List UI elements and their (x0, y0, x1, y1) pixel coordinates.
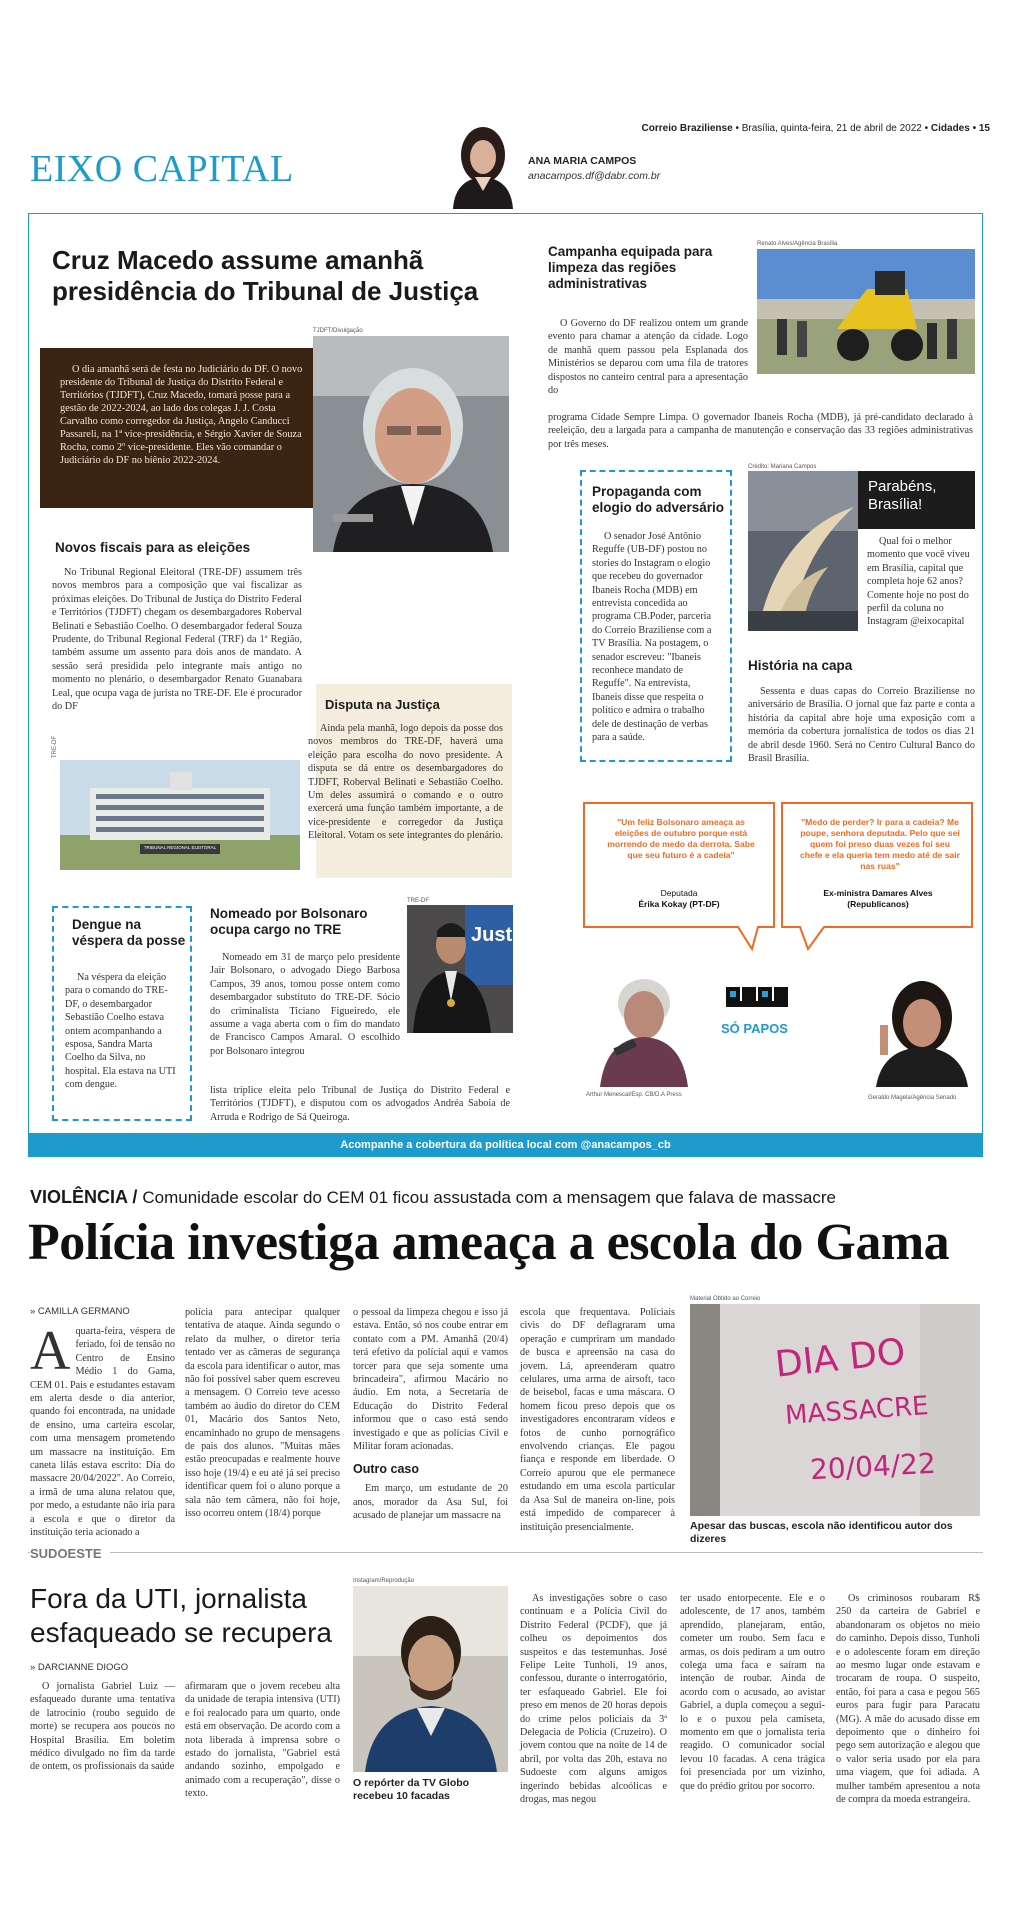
historia-text (748, 685, 975, 765)
columnist-photo (445, 117, 521, 209)
nomeado-title: Nomeado por Bolsonaro ocupa cargo no TRE (210, 906, 368, 937)
sudoeste-kicker: SUDOESTE (30, 1546, 110, 1561)
lead-photo-credit: TJDFT/Divulgação (313, 328, 363, 334)
columnist-email: anacampos.df@dabr.com.br (528, 170, 661, 182)
tractors-photo (757, 249, 975, 374)
sudoeste-col3 (520, 1592, 667, 1807)
sudoeste-col5 (836, 1592, 980, 1807)
violencia-kicker-line (30, 1187, 836, 1208)
disputa-text (308, 722, 503, 843)
quote-damares-party: (Republicanos) (847, 899, 909, 909)
fiscais-text (52, 566, 302, 713)
column-title: EIXO CAPITAL (30, 148, 294, 190)
sudoeste-col3-text: As investigações sobre o caso continuam e a Polícia Civil do Distrito Federal (PCDF), que já colheu os depoimentos dos suspeitos e das testemunhas. José Felipe Leite Tunholi, 19 anos, confessou, durante o interrogatório, ter esfaqueado Gabriel. Ele foi preso em menos de 20 horas depois do crime pelos policiais da 3ª Delegacia de Polícia (Cruzeiro). O jovem contou que na noite de 14 de abril, por volta das 20h, estava no Sudoeste com alguns amigos ingerindo bebidas alcoólicas e drogas, mas negou (520, 1593, 667, 1806)
historia-body: Sessenta e duas capas do Correio Braziliense no aniversário de Brasília. O jornal que faz parte e conta a história da capital abre hoje uma exposição com a memória da cobertura jornalística de todos os dias 21 de abril desde 1960. Será no Centro Cultural Banco do Brasil Brasília. (748, 686, 975, 765)
violencia-col4-text: escola que frequentava. Policiais civis do DF deflagraram uma operação e cumpriram um mandado de busca e apreensão na casa do jovem. Lá, apreenderam quatro celulares, uma arma de airsoft, taco de beisebol, facas e uma máscara. O homem ficou preso depois que os investigadores encontraram vídeos e fotos de cunho pornográfico envolvendo crianças. Ele pagou fiança e responde em liberdade. O Correio apurou que ele permanece estudando em uma escola particular da Asa Sul de maneira on-line, pois está impedido de comparecer à instituição presencialmente. (520, 1307, 675, 1533)
parabens-body: Qual foi o melhor momento que você viveu em Brasília, capital que completa hoje 62 anos? Comente hoje no post do perfil da coluna no Instagram @eixocapital (867, 536, 970, 628)
parabens-title: Parabéns, Brasília! (868, 478, 937, 513)
dengue-text (65, 971, 177, 1092)
violencia-photo-credit: Material Obtido ao Correio (690, 1296, 761, 1302)
violencia-col1 (30, 1320, 175, 1540)
quote-kokay: "Um feliz Bolsonaro ameaça as eleições de outubro porque está morrendo de medo da derrota. Sabe que seu futuro é a cadeia" (607, 817, 755, 860)
sudoeste-photo-credit: Instagram/Reprodução (353, 1578, 415, 1584)
header-page: • 15 (972, 123, 990, 134)
violencia-col2-text: polícia para antecipar qualquer tentativa de ataque. Ainda segundo o relato da mulher, o diretor teria tentado ver as câmeras de segurança da escola para identificar o autor, mas não foi possível saber quem escreveu a mensagem. O Correio teve acesso também ao áudio do diretor do CEM 01, Macário dos Santos Neto, encaminhado no grupo de mensagens de pais dos alunos. "Muitas mães estão preocupadas e realmente houve isso hoje (19/4) e eu até já sei preciso identificar quem foi o aluno porque a sala não tem câmera, não foi hoje, isso ocorreu ontem (18/4) porque (185, 1307, 340, 1520)
drop-cap: A (30, 1320, 71, 1382)
parabens-text (867, 535, 975, 629)
nomeado-body2: lista tríplice eleita pelo Tribunal de Justiça do Distrito Federal e Territórios (TJDFT), e disputou com os advogados Andréa Saboia de Arruda e Rodrigo de Sá Queiroga. (210, 1085, 510, 1123)
sudoeste-col4 (680, 1592, 825, 1793)
dengue-body: Na véspera da eleição para o comando do TRE-DF, o desembargador Sebastião Coelho estava ontem acompanhando a esposa, Sandra Marta Coelho da Silva, no hospital. Ela estava na UTI com dengue. (65, 972, 176, 1091)
nomeado-text2 (210, 1084, 510, 1124)
quote-damares: "Medo de perder? Ir para a cadeia? Me poupe, senhora deputada. Pelo que sei quem foi preso duas vezes foi seu chefe e ela queria tem medo até de sair nas ruas" (800, 817, 961, 871)
sudoeste-col1 (30, 1680, 175, 1774)
campanha-photo-credit: Renato Alves/Agência Brasília (757, 241, 838, 247)
tre-building-photo (60, 760, 300, 870)
violencia-col1-text: quarta-feira, véspera de feriado, foi de tensão no Centro de Ensino Médio 1 do Gama, CEM 01. Pais e estudantes estavam em alerta desde o dia anterior, quando foi encontrada, na unidade de ensino, uma carteira escolar, com uma mensagem prometendo um massacre na instituição. Em caneta lilás estava escrito: Dia do massacre 20/04/2022". Ao Correio, a irmã de uma aluna relatou que, por medo, a estudante não iria para a escola e que o diretor da instituição teria acionado a (30, 1326, 175, 1539)
nomeado-body1: Nomeado em 31 de março pelo presidente Jair Bolsonaro, o advogado Diego Barbosa Campos, 39 anos, tomou posse ontem como desembargador substituto do TRE-DF. Sócio do criminalista Ticiano Figueiredo, ele assume a vaga aberta com o fim do mandato de Francisco Campos Amaral. O escolhido por Bolsonaro integrou (210, 952, 400, 1057)
so-papos-label: SÓ PAPOS (721, 1021, 788, 1036)
columnist-name: ANA MARIA CAMPOS (528, 155, 637, 167)
quote-damares-name: Ex-ministra Damares Alves (823, 888, 933, 898)
section-divider (28, 1552, 983, 1553)
sudoeste-col2 (185, 1680, 340, 1801)
sudoeste-col1-text: O jornalista Gabriel Luiz — esfaqueado durante uma tentativa de latrocínio (roubo seguido de morte) se recupera aos poucos no Hospital Brasília. Em boletim médico divulgado no fim da tarde de ontem, os profissionais da saúde (30, 1681, 175, 1773)
gabriel-photo (353, 1586, 508, 1772)
propaganda-body: O senador José Antônio Reguffe (UB-DF) postou no stories do Instagram o elogio que recebeu do governador Ibaneis Rocha (MDB) em entrevista concedida ao programa CB.Poder, parceria do Correio Braziliense com a TV Brasília. Na postagem, o senador escreveu: "Ibaneis reconhece mandato de Reguffe". Na entrevista, Ibaneis disse que respeita o político e admira o trabalho dele de destinação de verbas para a saúde. (592, 531, 712, 744)
header-section: Cidades (930, 123, 970, 134)
violencia-caption: Apesar das buscas, escola não identificou autor dos dizeres (690, 1520, 953, 1545)
fiscais-body: No Tribunal Regional Eleitoral (TRE-DF) assumem três novos membros para a composição que vai fiscalizar as próximas eleições. Do Tribunal de Justiça do Distrito Federal e Territórios (TJDFT) chegam os desembargadores Roberval Belinati e Sebastião Coelho. O desembargador federal Souza Prudente, do Tribunal Regional Federal (TRF) da 1ª Região, também assume um assento para dois anos de mandato. A sessão será presidida pelo integrante mais antigo no momento no plenário, o desembargador Renato Guanabara Leal, que ocupa vaga de jurista no TRE-DF. Ele é procurador do DF (52, 567, 302, 713)
violencia-byline: » CAMILLA GERMANO (30, 1306, 130, 1317)
page-header (520, 123, 990, 134)
sudoeste-byline: » DARCIANNE DIOGO (30, 1662, 129, 1673)
campanha-text1 (548, 317, 748, 397)
desk-scrawl-2: MASSACRE (784, 1391, 930, 1431)
brasilia-photo (748, 471, 858, 631)
sudoeste-caption: O repórter da TV Globo recebeu 10 facadas (353, 1777, 470, 1802)
violencia-col3b-text: Em março, um estudante de 20 anos, morador da Asa Sul, foi acusado de planejar um massacre na (353, 1483, 508, 1522)
propaganda-text (592, 530, 718, 745)
kokay-photo-credit: Arthur Menescal/Esp. CB/D.A Press (586, 1092, 682, 1098)
follow-text: Acompanhe a cobertura da política local com @anacampos_cb (340, 1139, 671, 1151)
damares-photo-credit: Geraldo Magela/Agência Senado (868, 1095, 957, 1101)
building-sign: TRIBUNAL REGIONAL ELEITORAL (143, 845, 217, 850)
svg-text:Justi: Justi (471, 924, 518, 946)
parabens-photo-credit: Crédito: Mariana Campos (748, 464, 817, 470)
violencia-deck: Comunidade escolar do CEM 01 ficou assustada com a mensagem que falava de massacre (142, 1188, 836, 1207)
violencia-kicker: VIOLÊNCIA / (30, 1187, 138, 1207)
campanha-body1: O Governo do DF realizou ontem um grande evento para chamar a atenção da cidade. Logo de manhã quem passou pela Esplanada dos Ministérios se deparou com uma fila de tratores dispostos no canteiro central para a apresentação do (548, 318, 748, 397)
lead-photo (313, 336, 509, 552)
sudoeste-headline: Fora da UTI, jornalista esfaqueado se recupera (30, 1583, 332, 1648)
lead-text: O dia amanhã será de festa no Judiciário do DF. O novo presidente do Tribunal de Justiça do Distrito Federal e Territórios (TJDFT), Cruz Macedo, tomará posse para a gestão de 2022-2024, ao lado dos colegas J. J. Costa Carvalho como corregedor da Justiça, Angelo Canducci Passareli, na 1ª vice-presidência, e Sérgio Xavier de Souza Rocha, como 2º vice-presidente. Eles vão comandar o Judiciário do DF no biênio 2022-2024. (60, 364, 303, 466)
violencia-col2 (185, 1306, 340, 1521)
quote-kokay-name: Érika Kokay (PT-DF) (638, 899, 720, 909)
header-date: • Brasília, quinta-feira, 21 de abril de 2022 • (735, 123, 929, 134)
violencia-subhead: Outro caso (353, 1462, 419, 1477)
propaganda-title: Propaganda com elogio do adversário (592, 484, 725, 515)
nomeado-photo (407, 905, 518, 1033)
desk-scrawl-1: DIA DO (773, 1331, 908, 1386)
historia-title: História na capa (748, 658, 853, 673)
violencia-col4 (520, 1306, 675, 1534)
kokay-photo (586, 965, 696, 1087)
desk-photo (690, 1304, 980, 1516)
sudoeste-col2-text: afirmaram que o jovem recebeu alta da unidade de terapia intensiva (UTI) e foi realocado para um quarto, onde está em observação. De acordo com a nota liberada à imprensa sobre o estado do jornalista, "Gabriel está andando sozinho, empolgado e animado com a recuperação", disse o texto. (185, 1681, 340, 1800)
violencia-headline: Polícia investiga ameaça a escola do Gama (28, 1214, 950, 1271)
campanha-text2 (548, 411, 973, 451)
so-papos (578, 775, 978, 1115)
desk-scrawl-3: 20/04/22 (809, 1446, 937, 1487)
quote-kokay-role: Deputada (660, 888, 698, 898)
paper-name: Correio Braziliense (641, 123, 733, 134)
damares-photo (868, 971, 978, 1087)
fiscais-photo-credit: TRE-DF (52, 736, 58, 758)
violencia-col3 (353, 1306, 508, 1523)
violencia-col3-text: o pessoal da limpeza chegou e isso já estava. Então, só nos coube entrar em contato com a PM. Amanhã (20/4) terá efetivo da polícial aqui e vamos torcer para que seja somente uma brincadeira", afirmou Macário no áudio. Em nota, a Secretaria de Educação do Distrito Federal informou que o caso está sendo investigado e que as polícias Civil e Militar foram acionadas. (353, 1307, 508, 1453)
lead-headline: Cruz Macedo assume amanhã presidência do Tribunal de Justiça (52, 245, 479, 306)
fiscais-title: Novos fiscais para as eleições (55, 540, 251, 555)
nomeado-text1 (210, 951, 400, 1058)
sudoeste-col4-text: ter usado entorpecente. Ele e o adolescente, de 17 anos, também aprendido, planejaram, então, cometer um roubo. Sem faca e armas, os dois pediram a um outro colega uma faca e saíram na intenção de roubar. Ainda de acordo com o acusado, ao avistar Gabriel, a dupla começou a segui-lo e o puxou pela camiseta, momento em que o jornalista teria reagido. O comunicador social levou 10 facadas. A cena trágica foi presenciada por um vizinho, que do prédio gritou por socorro. (680, 1593, 825, 1792)
dengue-title: Dengue na véspera da posse (72, 917, 186, 948)
nomeado-photo-credit: TRE-DF (407, 898, 429, 904)
disputa-body: Ainda pela manhã, logo depois da posse dos novos membros do TRE-DF, haverá uma eleição para escolha do novo presidente. A disputa se dá entre os desembargadores do TJDFT, Roberval Belinati e Sebastião Coelho. Um deles assumirá o comando e o outro exercerá uma função também importante, a de vice-presidente e corregedor da Justiça Eleitoral. Votam os sete integrantes do plenário. (308, 723, 503, 842)
lead-text-box (40, 348, 320, 508)
campanha-body2: programa Cidade Sempre Limpa. O governador Ibaneis Rocha (MDB), já pré-candidato declarado à reeleição, deu a largada para a campanha de manutenção e conservação das 33 regiões administrativas por três meses. (548, 412, 973, 450)
sudoeste-col5-text: Os criminosos roubaram R$ 250 da carteira de Gabriel e abandonaram os objetos no meio do caminho. Depois disso, Tunholi e o adolescente foram em direção ao mesmo lugar onde estavam e trocaram de roupa. O suspeito, então, foi para a casa e pegou 565 euros para fugir para Paracatu (MG). A mãe do acusado disse em depoimento que o dinheiro foi pego sem autorização e alegou que o valor seria usado por ela para uma viagem, que foi adiada. A mulher também apresentou a nota de compra da moeda estrangeira. (836, 1593, 980, 1806)
campanha-title: Campanha equipada para limpeza das regiões administrativas (548, 244, 713, 291)
follow-bar[interactable] (28, 1133, 983, 1157)
disputa-title: Disputa na Justiça (325, 697, 440, 712)
